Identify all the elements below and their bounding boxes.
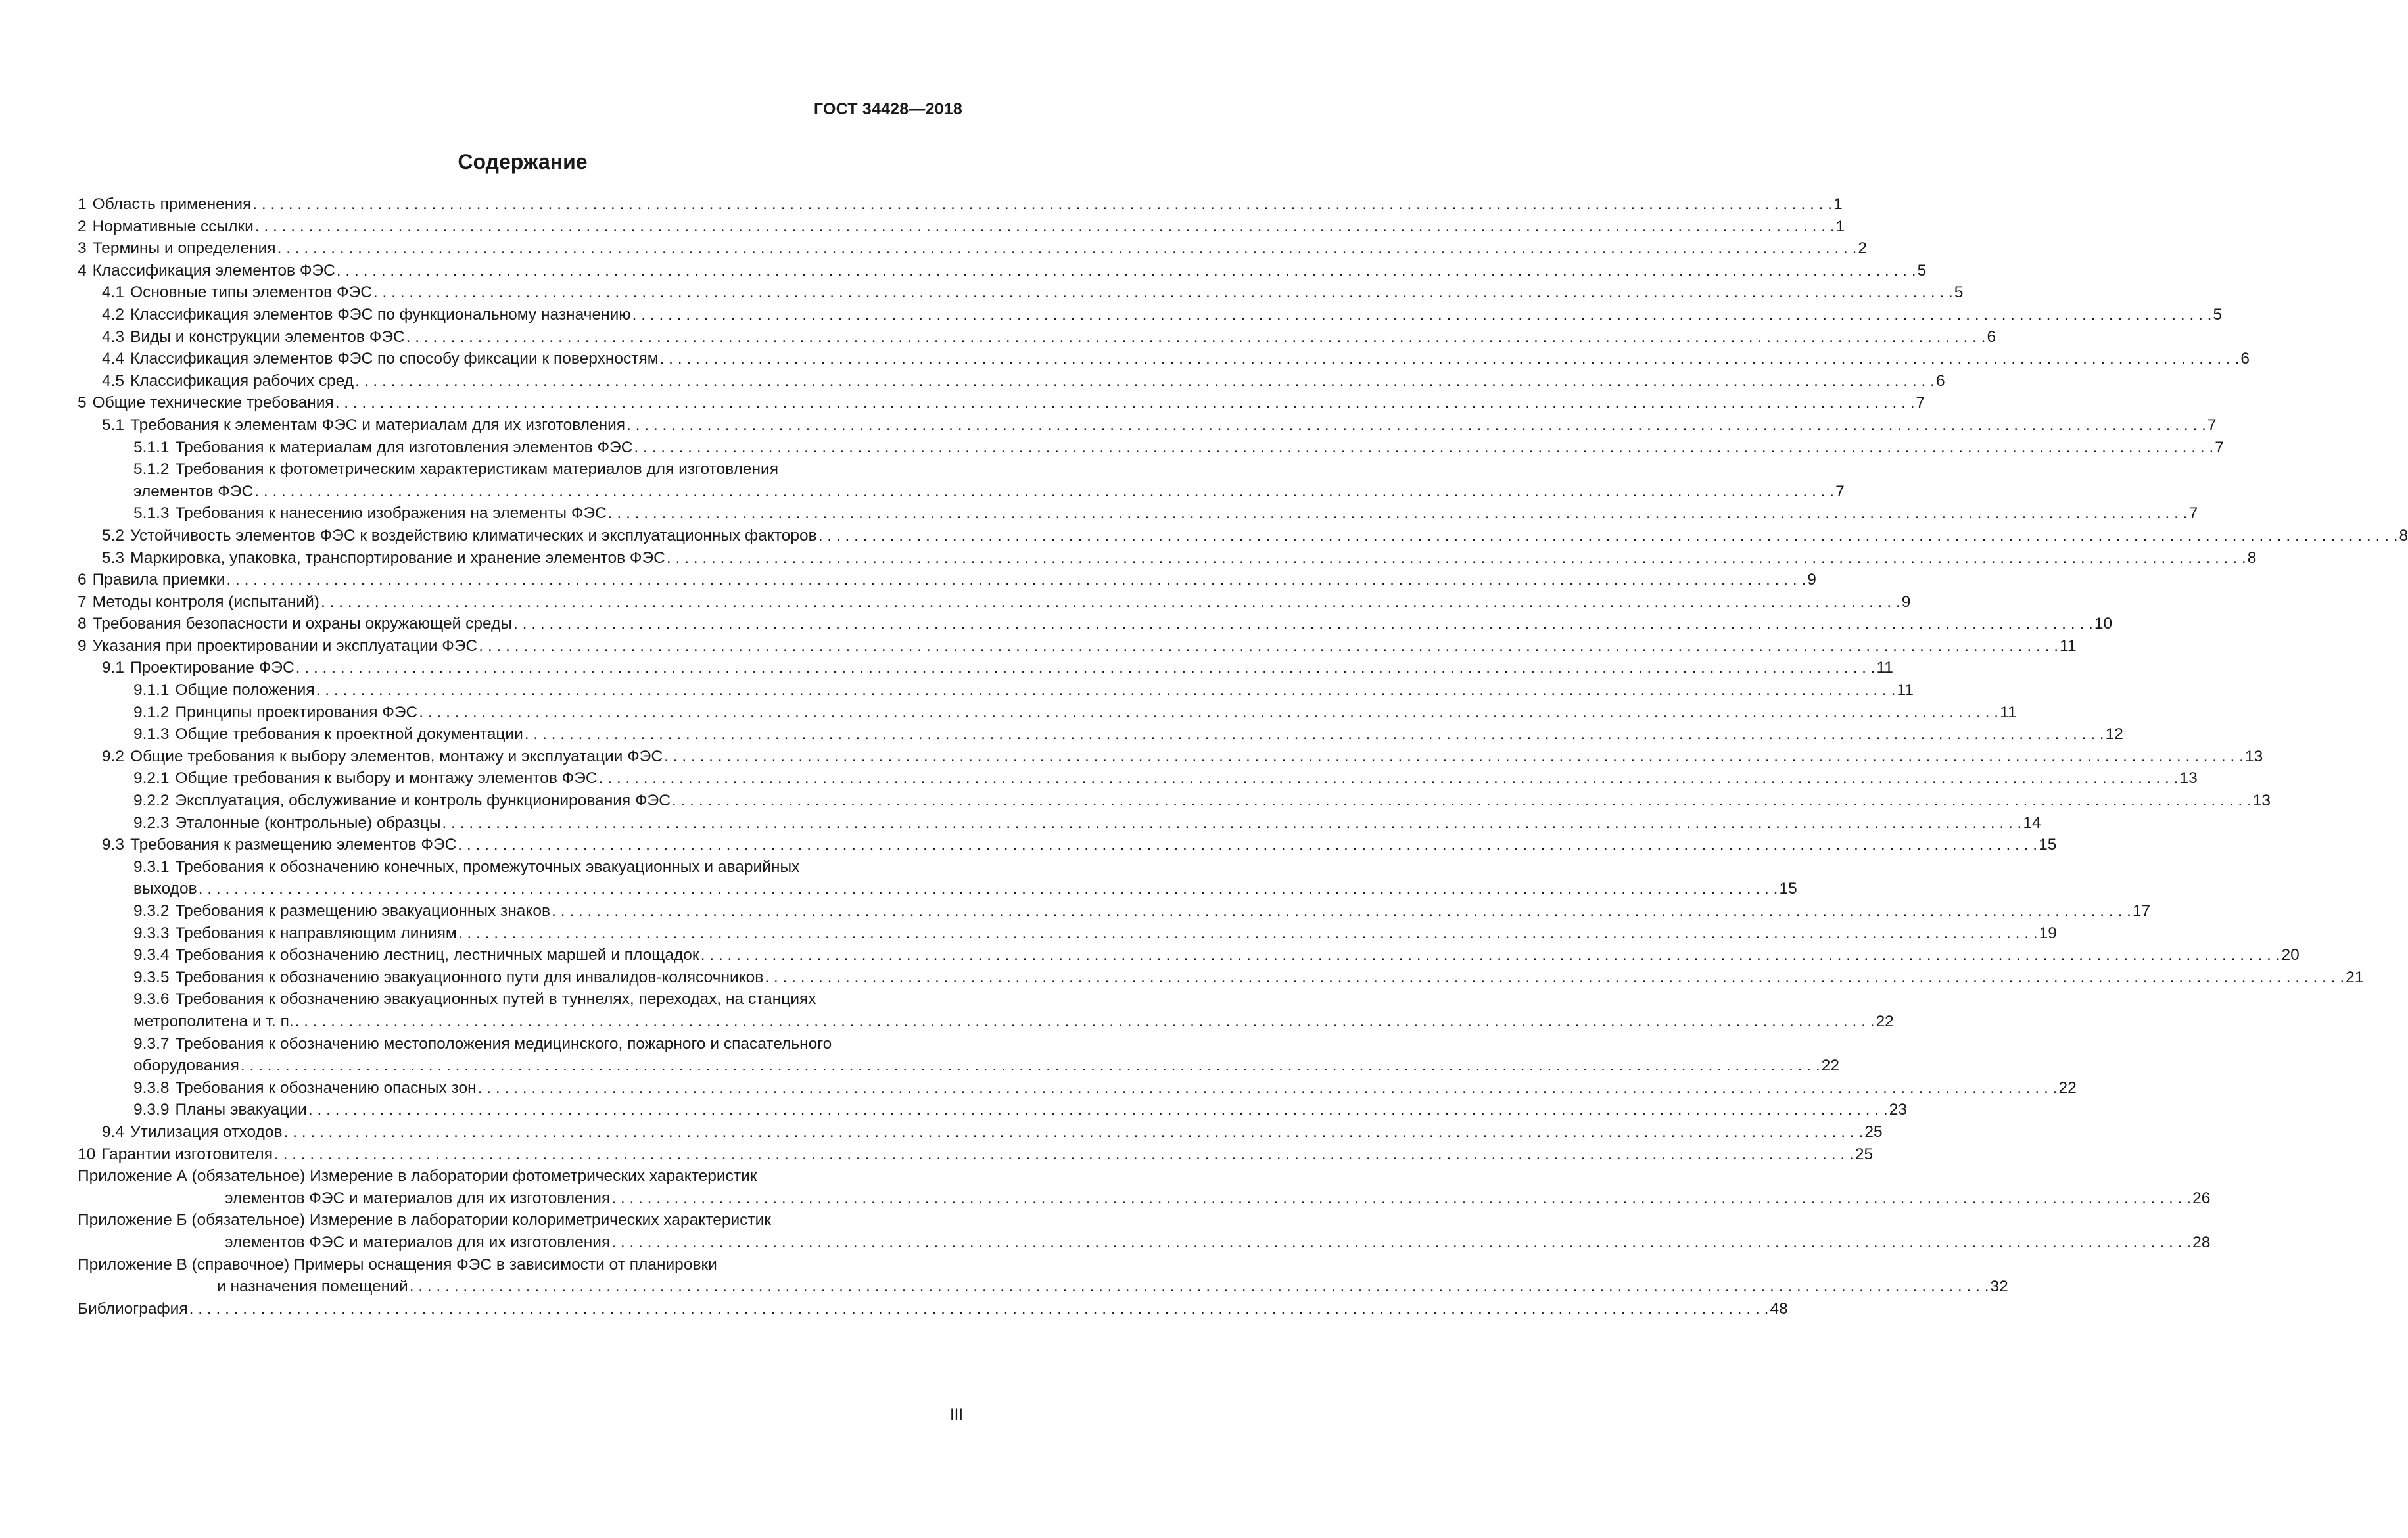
toc-entry-text: Общие требования к проектной документации: [175, 725, 523, 744]
toc-entry-text: Термины и определения: [92, 239, 276, 258]
toc-entry-title: [133, 923, 457, 945]
toc-entry-text: Маркировка, упаковка, транспортирование и хранение элементов ФЭС: [130, 548, 665, 567]
toc-entry-text: Требования к размещению эвакуационных знаков: [175, 902, 551, 920]
toc-entry-text: Требования к размещению элементов ФЭС: [130, 836, 457, 854]
toc-entry-text: Классификация элементов ФЭС: [92, 261, 335, 279]
dot-leader: [512, 613, 2094, 635]
toc-entry-text: Требования к обозначению опасных зон: [175, 1078, 477, 1097]
toc-entry[interactable]: [78, 613, 2113, 635]
document-code: ГОСТ 34428—2018: [813, 100, 962, 118]
dot-leader: [239, 1055, 1822, 1077]
toc-entry-page: 28: [2192, 1233, 2211, 1251]
toc-entry-text: Классификация рабочих сред: [130, 372, 354, 390]
toc-entry-page: 7: [1916, 394, 1925, 412]
table-of-contents: [78, 193, 2408, 1320]
toc-entry[interactable]: [78, 525, 2408, 547]
toc-entry[interactable]: [78, 326, 1996, 348]
toc-entry-text: Требования к материалам для изготовления элементов ФЭС: [175, 438, 633, 456]
toc-entry-number: 9.3.8: [133, 1078, 170, 1097]
toc-entry-title: [133, 437, 632, 459]
toc-entry[interactable]: [78, 481, 1845, 503]
toc-entry-page: 22: [2058, 1078, 2077, 1097]
toc-entry[interactable]: [78, 260, 1927, 282]
toc-entry-page: 5: [2213, 305, 2223, 324]
toc-entry-title: [102, 657, 295, 679]
toc-entry-page: 11: [2060, 637, 2077, 655]
dot-leader: [699, 944, 2282, 967]
toc-entry-number: 9.3.2: [133, 902, 170, 920]
toc-entry-number: 5.1.2: [133, 460, 170, 479]
toc-entry-page: 26: [2192, 1189, 2211, 1207]
toc-entry[interactable]: [78, 502, 2198, 525]
toc-entry-number: 4.1: [102, 283, 125, 302]
toc-entry-text: Виды и конструкции элементов ФЭС: [130, 327, 405, 346]
toc-entry[interactable]: [78, 723, 2123, 746]
toc-entry-title: [78, 1167, 757, 1185]
toc-entry[interactable]: [78, 988, 962, 1011]
toc-entry-text: Требования к фотометрическим характеристикам материалов для изготовления: [175, 460, 778, 479]
toc-entry-title: [78, 635, 477, 658]
toc-entry-number: 4.2: [102, 305, 125, 324]
toc-entry-continuation: метрополитена и т. п.: [133, 1012, 294, 1030]
toc-entry-number: 9.3.1: [133, 857, 170, 876]
toc-entry-title: [133, 990, 816, 1008]
toc-entry-number: 9.3.7: [133, 1034, 170, 1053]
toc-entry-number: 8: [78, 615, 87, 633]
toc-entry[interactable]: [78, 746, 2263, 768]
dot-leader: [457, 923, 2039, 945]
dot-leader: [625, 414, 2207, 437]
toc-entry-number: 4.3: [102, 327, 125, 346]
dot-leader: [523, 723, 2106, 746]
toc-entry-title: [133, 1077, 477, 1099]
toc-entry-title: [102, 348, 659, 370]
toc-entry-page: 6: [2240, 350, 2250, 368]
toc-entry-text: Требования к обозначению лестниц, лестничных маршей и площадок: [175, 946, 699, 965]
toc-entry[interactable]: [78, 1209, 962, 1232]
toc-entry-text: Проектирование ФЭС: [130, 659, 295, 677]
toc-entry[interactable]: [78, 304, 2223, 326]
dot-leader: [477, 635, 2060, 658]
toc-entry[interactable]: [78, 1121, 1883, 1143]
toc-entry-title: [133, 702, 417, 724]
toc-entry-title: [78, 1211, 771, 1229]
toc-entry-page: 9: [1807, 571, 1816, 589]
toc-entry-text: Общие требования к выбору элементов, монтажу и эксплуатации ФЭС: [130, 747, 663, 765]
toc-entry-text: Устойчивость элементов ФЭС к воздействию климатических и эксплуатационных факторов: [130, 526, 817, 544]
toc-entry-page: 15: [2039, 836, 2057, 854]
toc-entry-page: 9: [1901, 592, 1911, 611]
toc-entry[interactable]: [78, 923, 2057, 945]
toc-entry[interactable]: [78, 790, 2271, 812]
toc-entry[interactable]: [78, 591, 1911, 613]
dot-leader: [631, 304, 2213, 326]
toc-entry[interactable]: [78, 1232, 2211, 1254]
toc-entry-title: [78, 392, 334, 414]
toc-entry-text: Утилизация отходов: [130, 1122, 283, 1141]
toc-entry-page: 25: [1864, 1122, 1883, 1141]
dot-leader: [225, 569, 1807, 591]
toc-entry-title: [133, 812, 441, 834]
toc-entry[interactable]: [78, 237, 1868, 260]
toc-entry-page: 2: [1858, 239, 1868, 258]
dot-leader: [335, 260, 1918, 282]
dot-leader: [334, 392, 1916, 414]
toc-entry[interactable]: [78, 702, 2017, 724]
toc-entry-number: 9.2.3: [133, 813, 170, 832]
toc-entry-text: Область применения: [92, 195, 252, 213]
dot-leader: [598, 767, 2180, 790]
toc-entry[interactable]: [78, 1011, 1894, 1033]
toc-entry[interactable]: [78, 1033, 962, 1055]
toc-entry-title: [78, 260, 335, 282]
toc-entry-continuation: элементов ФЭС и материалов для их изготовления: [225, 1233, 611, 1251]
toc-entry[interactable]: [78, 193, 1843, 216]
toc-entry-title: [102, 746, 663, 768]
toc-entry[interactable]: [78, 414, 2217, 437]
dot-leader: [251, 193, 1833, 216]
toc-entry[interactable]: [78, 900, 2151, 923]
toc-entry[interactable]: [78, 437, 2224, 459]
toc-entry-text: Требования к направляющим линиям: [175, 924, 457, 942]
toc-entry[interactable]: [78, 944, 2300, 967]
toc-entry-text: Общие требования к выбору и монтажу элементов ФЭС: [175, 769, 598, 788]
toc-entry-text: Общие положения: [175, 681, 315, 700]
dot-leader: [665, 547, 2248, 569]
toc-entry-page: 1: [1833, 195, 1843, 213]
toc-entry-page: 22: [1876, 1012, 1894, 1030]
toc-entry-page: 13: [2244, 747, 2263, 765]
toc-entry-number: 9.3.4: [133, 946, 170, 965]
toc-entry-text: Требования к нанесению изображения на элементы ФЭС: [175, 504, 607, 523]
toc-entry[interactable]: [78, 635, 2077, 658]
toc-entry-continuation: оборудования: [133, 1057, 239, 1075]
toc-entry-number: 9.1.2: [133, 703, 170, 721]
toc-entry-number: 5.3: [102, 548, 125, 567]
toc-entry-continuation: элементов ФЭС и материалов для их изготовления: [225, 1189, 611, 1207]
toc-entry[interactable]: [78, 216, 1845, 238]
toc-entry-page: 13: [2252, 792, 2271, 810]
toc-entry-page: 8: [2247, 548, 2257, 567]
toc-entry-page: 11: [1897, 681, 1914, 700]
dot-leader: [477, 1077, 2059, 1099]
toc-entry-page: 25: [1854, 1145, 1874, 1163]
toc-title: Содержание: [458, 150, 588, 174]
dot-leader: [188, 1298, 1770, 1320]
toc-entry-title: [133, 944, 699, 967]
dot-leader: [408, 1276, 1991, 1298]
toc-entry-title: [133, 767, 598, 790]
toc-entry[interactable]: [78, 370, 1945, 393]
toc-entry[interactable]: [78, 348, 2250, 370]
toc-entry[interactable]: [78, 967, 2364, 989]
dot-leader: [610, 1188, 2192, 1210]
toc-entry-title: [78, 613, 512, 635]
toc-entry-number: 9.3: [102, 836, 125, 854]
dot-leader: [405, 326, 1987, 348]
toc-entry-title: [78, 569, 225, 591]
toc-entry-page: 17: [2132, 902, 2151, 920]
toc-entry-title: [102, 1121, 282, 1143]
dot-leader: [456, 834, 2039, 856]
toc-entry-number: 9.1.1: [133, 681, 170, 700]
toc-entry[interactable]: [78, 1298, 1788, 1320]
toc-entry-text: Приложение А (обязательное) Измерение в лаборатории фотометрических характеристик: [78, 1167, 757, 1186]
toc-entry[interactable]: [78, 812, 2041, 834]
dot-leader: [319, 591, 1902, 613]
toc-entry-text: Основные типы элементов ФЭС: [130, 283, 372, 302]
toc-entry-page: 22: [1821, 1057, 1839, 1075]
toc-entry-title: [102, 370, 354, 393]
dot-leader: [610, 1232, 2192, 1254]
toc-entry[interactable]: [78, 679, 1914, 702]
toc-entry-title: [102, 547, 665, 569]
toc-entry[interactable]: [78, 1055, 1839, 1077]
toc-entry-title: [102, 304, 631, 326]
dot-leader: [273, 1143, 1855, 1166]
toc-entry[interactable]: [78, 657, 1893, 679]
dot-leader: [663, 746, 2245, 768]
dot-leader: [441, 812, 2023, 834]
toc-entry-number: 5.2: [102, 526, 125, 544]
dot-leader: [550, 900, 2133, 923]
toc-entry-number: 4.5: [102, 372, 125, 390]
page-number: III: [949, 1406, 963, 1424]
toc-entry-title: [133, 790, 671, 812]
toc-entry-title: [78, 216, 254, 238]
toc-entry-text: Требования к обозначению эвакуационного пути для инвалидов-колясочников: [175, 968, 764, 986]
toc-entry-number: 9.1: [102, 659, 125, 677]
toc-entry-page: 32: [1990, 1278, 2008, 1296]
toc-entry-page: 5: [1954, 283, 1964, 302]
toc-entry[interactable]: [78, 392, 1925, 414]
toc-entry-number: 9.1.3: [133, 725, 170, 744]
toc-entry-page: 7: [2207, 416, 2217, 434]
toc-entry-number: 5.1.3: [133, 504, 170, 523]
dot-leader: [295, 657, 1877, 679]
dot-leader: [671, 790, 2253, 812]
toc-entry-page: 11: [1876, 659, 1893, 677]
toc-entry-text: Правила приемки: [92, 571, 225, 589]
toc-entry-text: Эксплуатация, обслуживание и контроль функционирования ФЭС: [175, 792, 671, 810]
toc-entry-text: Общие технические требования: [92, 394, 334, 412]
toc-entry-number: 5: [78, 394, 87, 412]
toc-entry-page: 23: [1889, 1101, 1907, 1119]
toc-entry[interactable]: [78, 569, 1816, 591]
toc-entry-page: 8: [2399, 526, 2408, 544]
toc-entry-text: Требования безопасности и охраны окружающей среды: [92, 615, 512, 633]
toc-entry-title: [133, 967, 763, 989]
toc-entry-text: Методы контроля (испытаний): [92, 592, 319, 611]
toc-entry-number: 3: [78, 239, 87, 258]
toc-entry-text: Гарантии изготовителя: [101, 1145, 273, 1163]
toc-entry-text: Требования к обозначению конечных, промежуточных эвакуационных и аварийных: [175, 857, 800, 876]
toc-entry-text: Требования к элементам ФЭС и материалам для их изготовления: [130, 416, 626, 434]
toc-entry-text: Требования к обозначению местоположения медицинского, пожарного и спасательного: [175, 1034, 832, 1053]
toc-entry-number: 9.2.2: [133, 792, 170, 810]
dot-leader: [372, 281, 1954, 304]
toc-entry-title: [102, 834, 456, 856]
toc-entry-page: 7: [2215, 438, 2224, 456]
dot-leader: [817, 525, 2399, 547]
toc-entry[interactable]: [78, 1165, 962, 1188]
toc-entry-title: [133, 1035, 832, 1053]
toc-entry-title: [133, 679, 315, 702]
toc-entry-text: Приложение Б (обязательное) Измерение в лаборатории колориметрических характеристик: [78, 1211, 772, 1230]
toc-entry-number: 5.1.1: [133, 438, 170, 456]
toc-entry-text: Библиография: [78, 1299, 188, 1318]
toc-entry-page: 1: [1835, 217, 1845, 235]
dot-leader: [254, 216, 1836, 238]
toc-entry-text: Принципы проектирования ФЭС: [175, 703, 418, 721]
toc-entry-title: [78, 591, 319, 613]
toc-entry[interactable]: [78, 834, 2057, 856]
toc-entry-number: 9.3.9: [133, 1101, 170, 1119]
toc-entry-page: 5: [1917, 261, 1927, 279]
toc-entry-page: 6: [1987, 327, 1996, 346]
toc-entry-page: 15: [1779, 880, 1797, 898]
toc-entry[interactable]: [78, 1188, 2211, 1210]
toc-entry-title: [78, 193, 251, 216]
dot-leader: [659, 348, 2241, 370]
toc-entry-number: 9: [78, 637, 87, 655]
toc-entry-number: 1: [78, 195, 87, 213]
toc-entry-page: 6: [1935, 372, 1945, 390]
toc-entry-page: 12: [2105, 725, 2123, 744]
toc-entry-title: [102, 326, 405, 348]
dot-leader: [282, 1121, 1864, 1143]
toc-entry-title: [78, 1256, 717, 1274]
toc-entry-page: 19: [2039, 924, 2057, 942]
toc-entry[interactable]: [78, 1099, 1907, 1121]
toc-entry-number: 9.4: [102, 1122, 125, 1141]
toc-entry-page: 20: [2281, 946, 2300, 965]
toc-entry-title: [78, 237, 276, 260]
toc-entry-title: [102, 281, 372, 304]
toc-entry-number: 9.2.1: [133, 769, 170, 788]
toc-entry-title: [78, 1143, 273, 1166]
toc-entry[interactable]: [78, 547, 2257, 569]
dot-leader: [354, 370, 1936, 393]
dot-leader: [276, 237, 1858, 260]
toc-entry-text: Требования к обозначению эвакуационных путей в туннелях, переходах, на станциях: [175, 990, 816, 1009]
toc-entry-title: [133, 502, 607, 525]
toc-entry-page: 48: [1770, 1299, 1788, 1318]
toc-entry-title: [133, 723, 523, 746]
toc-entry[interactable]: [78, 878, 1797, 900]
toc-entry-number: 9.3.5: [133, 968, 170, 986]
dot-leader: [632, 437, 2215, 459]
dot-leader: [294, 1011, 1876, 1033]
toc-entry-continuation: элементов ФЭС: [133, 482, 254, 500]
toc-entry-text: Указания при проектировании и эксплуатации ФЭС: [92, 637, 478, 655]
toc-entry-number: 10: [78, 1145, 96, 1163]
toc-entry-text: Классификация элементов ФЭС по функциональному назначению: [130, 305, 631, 324]
toc-entry-number: 9.2: [102, 747, 125, 765]
toc-entry-title: [78, 1298, 188, 1320]
toc-entry-page: 7: [2188, 504, 2198, 523]
toc-entry-title: [102, 414, 625, 437]
toc-entry-text: Приложение В (справочное) Примеры оснащения ФЭС в зависимости от планировки: [78, 1255, 717, 1274]
toc-entry[interactable]: [78, 1276, 2008, 1298]
dot-leader: [253, 481, 1835, 503]
toc-entry-number: 7: [78, 592, 87, 611]
dot-leader: [607, 502, 2189, 525]
toc-entry-text: Классификация элементов ФЭС по способу фиксации к поверхностям: [130, 350, 659, 368]
toc-entry[interactable]: [78, 767, 2198, 790]
dot-leader: [315, 679, 1897, 702]
dot-leader: [763, 967, 2346, 989]
toc-entry-number: 9.3.6: [133, 990, 170, 1009]
toc-entry-page: 21: [2346, 968, 2364, 986]
toc-entry-page: 11: [2000, 703, 2017, 721]
toc-entry-title: [133, 900, 550, 923]
dot-leader: [417, 702, 2000, 724]
toc-entry-text: Планы эвакуации: [175, 1101, 307, 1119]
toc-entry-number: 5.1: [102, 416, 125, 434]
toc-entry-page: 7: [1835, 482, 1845, 500]
dot-leader: [307, 1099, 1889, 1121]
dot-leader: [197, 878, 1780, 900]
toc-entry-continuation: выходов: [133, 880, 197, 898]
toc-entry-title: [133, 1099, 307, 1121]
toc-entry-number: 2: [78, 217, 87, 235]
toc-entry[interactable]: [78, 281, 1964, 304]
toc-entry[interactable]: [78, 1143, 1874, 1166]
toc-entry-title: [102, 525, 817, 547]
toc-entry-number: 6: [78, 571, 87, 589]
toc-entry-page: 14: [2023, 813, 2041, 832]
toc-entry-text: Нормативные ссылки: [92, 217, 254, 235]
toc-entry-text: Эталонные (контрольные) образцы: [175, 813, 441, 832]
toc-entry-number: 4.4: [102, 350, 125, 368]
toc-entry-page: 13: [2179, 769, 2198, 788]
toc-entry-continuation: и назначения помещений: [217, 1278, 408, 1296]
toc-entry-page: 10: [2094, 615, 2113, 633]
toc-entry-number: 4: [78, 261, 87, 279]
toc-entry[interactable]: [78, 1254, 962, 1276]
toc-entry-number: 9.3.3: [133, 924, 170, 942]
toc-entry[interactable]: [78, 1077, 2077, 1099]
toc-entry[interactable]: [78, 458, 962, 481]
toc-entry-title: [133, 460, 778, 478]
toc-entry-title: [133, 858, 799, 876]
toc-entry[interactable]: [78, 856, 962, 878]
